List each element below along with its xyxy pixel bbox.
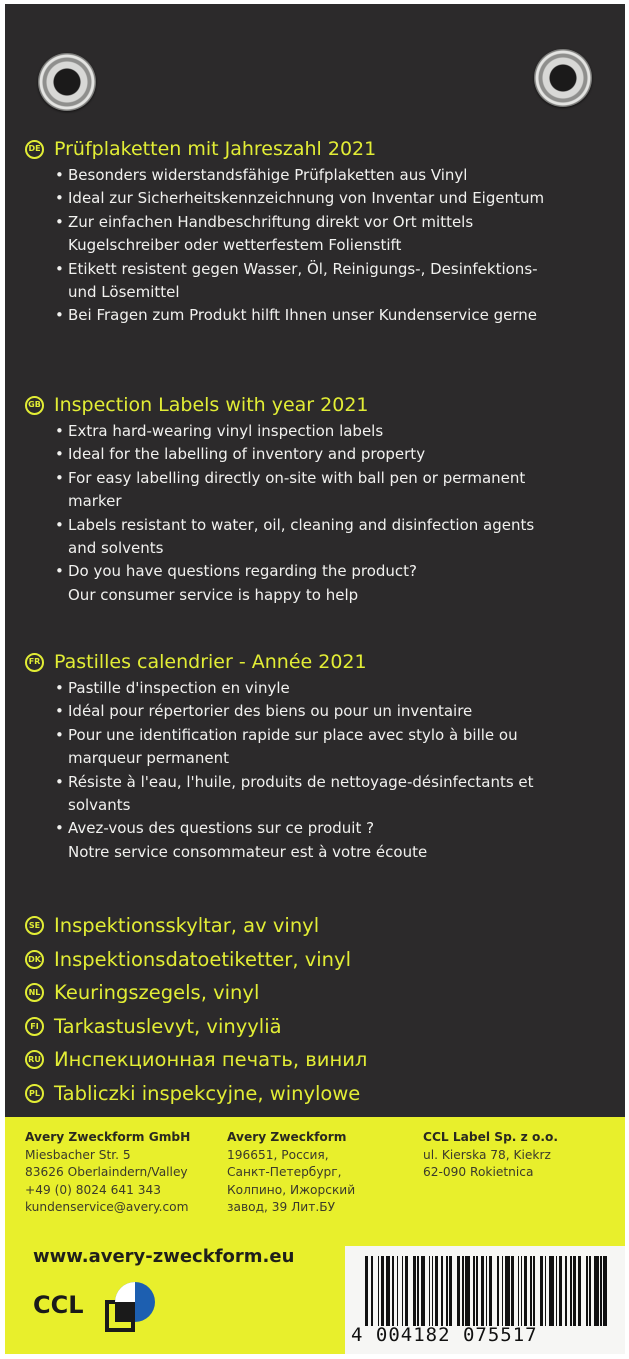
language-row-ru: [25, 1043, 367, 1077]
bullet-list: [25, 677, 615, 864]
section-heading: [25, 137, 615, 161]
list-item: • Etikett resistent gegen Wasser, Öl, Reinigungs-, Desinfektions- und Lösemittel: [25, 258, 615, 305]
phone-number: +49 (0) 8024 641 343: [25, 1182, 162, 1197]
list-item: • For easy labelling directly on-site with ball pen or permanent marker: [25, 467, 615, 514]
address-line: ul. Kierska 78, Kiekrz: [423, 1147, 551, 1162]
barcode-stripe: [589, 1256, 591, 1326]
barcode-stripe: [556, 1256, 558, 1326]
barcode-stripe: [502, 1256, 504, 1326]
language-title: Инспекционная печать, винил: [54, 1048, 368, 1072]
barcode-stripe: [386, 1256, 391, 1326]
section-de: [25, 137, 615, 328]
barcode-stripe: [381, 1256, 384, 1326]
list-item: • Labels resistant to water, oil, cleaning and disinfection agents and solvents: [25, 514, 615, 561]
section-fr: [25, 650, 615, 864]
section-gb: [25, 393, 615, 607]
barcode-stripe: [530, 1256, 532, 1326]
barcode-stripe: [441, 1256, 443, 1326]
list-item: • Besonders widerstandsfähige Prüfplaketten aus Vinyl: [25, 164, 615, 187]
barcode-stripe: [540, 1256, 543, 1326]
barcode-stripe: [402, 1256, 404, 1326]
barcode-stripe: [573, 1256, 576, 1326]
barcode-stripe: [449, 1256, 452, 1326]
language-row-nl: [25, 976, 367, 1010]
address-line: Колпино, Ижорский: [227, 1182, 356, 1197]
address-block-3: [423, 1129, 558, 1182]
barcode-stripe: [570, 1256, 572, 1326]
language-row-pl: [25, 1077, 367, 1111]
address-line: 83626 Oberlaindern/Valley: [25, 1165, 188, 1179]
barcode-stripe: [435, 1256, 438, 1326]
barcode-stripe: [559, 1256, 562, 1326]
address-line: завод, 39 Лит.БУ: [227, 1200, 335, 1214]
grommet-left: [38, 53, 96, 111]
language-badge-dk: DK: [25, 950, 44, 969]
list-item: • Pastille d'inspection en vinyle: [25, 677, 615, 700]
section-heading: [25, 650, 615, 674]
barcode-stripe: [432, 1256, 434, 1326]
address-line: 62-090 Rokietnica: [423, 1165, 534, 1179]
list-item: • Extra hard-wearing vinyl inspection labels: [25, 420, 615, 443]
barcode-digits: 4 004182 075517: [351, 1324, 538, 1346]
language-badge-fi: FI: [25, 1017, 44, 1036]
barcode-bars: [365, 1256, 610, 1326]
barcode-stripe: [417, 1256, 419, 1326]
address-line: Санкт-Петербург,: [227, 1165, 342, 1179]
language-title: Tabliczki inspekcyjne, winylowe: [54, 1081, 361, 1105]
barcode-stripe: [603, 1256, 606, 1326]
barcode-stripe: [486, 1256, 488, 1326]
barcode-stripe: [511, 1256, 514, 1326]
barcode-stripe: [586, 1256, 588, 1326]
barcode-stripe: [545, 1256, 547, 1326]
barcode-stripe: [565, 1256, 567, 1326]
barcode-stripe: [549, 1256, 554, 1326]
barcode-stripe: [473, 1256, 475, 1326]
barcode-stripe: [446, 1256, 448, 1326]
list-item: • Ideal zur Sicherheitskennzeichnung von Inventar und Eigentum: [25, 187, 615, 210]
barcode-stripe: [413, 1256, 416, 1326]
list-item: • Avez-vous des questions sur ce produit ? Notre service consommateur est à votre écoute: [25, 817, 615, 864]
list-item: • Zur einfachen Handbeschriftung direkt vor Ort mittels Kugelschreiber oder wetterfestem Folienstift: [25, 211, 615, 258]
section-title: Prüfplaketten mit Jahreszahl 2021: [54, 138, 377, 160]
barcode-stripe: [518, 1256, 520, 1326]
bullet-list: [25, 164, 615, 328]
company-name: Avery Zweckform GmbH: [25, 1130, 191, 1144]
barcode-stripe: [365, 1256, 368, 1326]
ccl-logo: [33, 1277, 163, 1337]
barcode-stripe: [429, 1256, 431, 1326]
language-title: Tarkastuslevyt, vinyyliä: [54, 1014, 282, 1038]
barcode-stripe: [481, 1256, 484, 1326]
language-badge-fr: FR: [25, 653, 44, 672]
section-heading: [25, 393, 615, 417]
logo-text: CCL: [33, 1291, 84, 1319]
barcode-stripe: [524, 1256, 527, 1326]
language-badge-pl: PL: [25, 1084, 44, 1103]
language-row-dk: [25, 943, 367, 977]
barcode-stripe: [392, 1256, 394, 1326]
barcode-stripe: [421, 1256, 426, 1326]
barcode-stripe: [594, 1256, 599, 1326]
grommet-right: [534, 49, 592, 107]
email-address: kundenservice@avery.com: [25, 1200, 189, 1214]
ccl-logo-icon: [101, 1280, 157, 1336]
language-badge-se: SE: [25, 916, 44, 935]
barcode-stripe: [405, 1256, 408, 1326]
list-item: • Résiste à l'eau, l'huile, produits de nettoyage-désinfectants et solvants: [25, 771, 615, 818]
barcode-stripe: [600, 1256, 602, 1326]
barcode-stripe: [521, 1256, 523, 1326]
barcode-stripe: [505, 1256, 510, 1326]
language-badge-nl: NL: [25, 983, 44, 1002]
barcode-stripe: [457, 1256, 460, 1326]
barcode-stripe: [371, 1256, 373, 1326]
language-badge-gb: GB: [25, 396, 44, 415]
section-title: Pastilles calendrier - Année 2021: [54, 651, 367, 673]
barcode-stripe: [489, 1256, 492, 1326]
company-name: CCL Label Sp. z o.o.: [423, 1130, 559, 1144]
company-name: Avery Zweckform: [227, 1130, 347, 1144]
list-item: • Bei Fragen zum Produkt hilft Ihnen unser Kundenservice gerne: [25, 304, 615, 327]
barcode-stripe: [578, 1256, 581, 1326]
language-badge-de: DE: [25, 140, 44, 159]
address-block-2: [227, 1129, 355, 1217]
barcode-stripe: [476, 1256, 478, 1326]
address-block-1: [25, 1129, 190, 1217]
barcode-stripe: [378, 1256, 380, 1326]
barcode-stripe: [497, 1256, 499, 1326]
language-badge-ru: RU: [25, 1050, 44, 1069]
list-item: • Do you have questions regarding the product? Our consumer service is happy to help: [25, 560, 615, 607]
list-item: • Pour une identification rapide sur place avec stylo à bille ou marqueur permanent: [25, 724, 615, 771]
section-title: Inspection Labels with year 2021: [54, 394, 369, 416]
list-item: • Idéal pour répertorier des biens ou pour un inventaire: [25, 700, 615, 723]
barcode-stripe: [465, 1256, 470, 1326]
address-line: Miesbacher Str. 5: [25, 1147, 131, 1162]
language-row-fi: [25, 1010, 367, 1044]
website-url: www.avery-zweckform.eu: [33, 1246, 295, 1267]
language-title: Inspektionsdatoetiketter, vinyl: [54, 947, 351, 971]
barcode-stripe: [462, 1256, 464, 1326]
address-line: 196651, Россия,: [227, 1147, 329, 1162]
list-item: • Ideal for the labelling of inventory and property: [25, 443, 615, 466]
language-title: Inspektionsskyltar, av vinyl: [54, 914, 320, 938]
barcode: [345, 1246, 625, 1354]
language-title: Keuringszegels, vinyl: [54, 981, 260, 1005]
barcode-stripe: [533, 1256, 535, 1326]
barcode-stripe: [397, 1256, 399, 1326]
footer-panel: [5, 1117, 625, 1354]
other-languages-list: [25, 909, 367, 1110]
bullet-list: [25, 420, 615, 607]
language-row-se: [25, 909, 367, 943]
